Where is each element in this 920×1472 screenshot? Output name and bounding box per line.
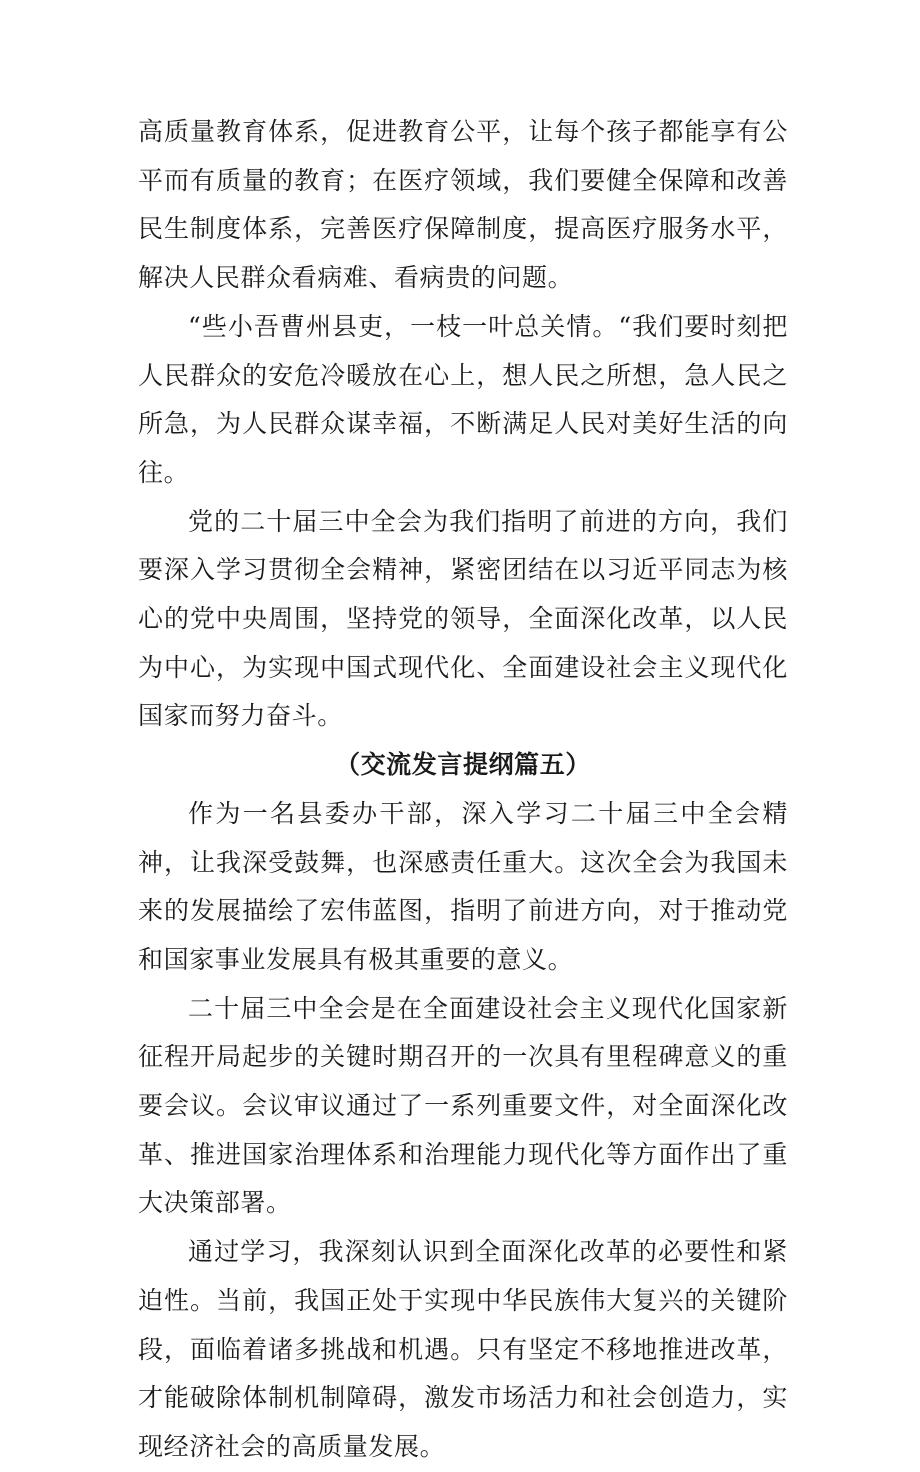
paragraph-3: 党的二十届三中全会为我们指明了前进的方向，我们要深入学习贯彻全会精神，紧密团结在以习近平同志为核心的党中央周围，坚持党的领导，全面深化改革，以人民为中心，为实现中国式现代化、全面建设社会主义现代化国家而努力奋斗。 bbox=[138, 506, 788, 731]
paragraph-1: 高质量教育体系，促进教育公平，让每个孩子都能享有公平而有质量的教育；在医疗领域，我们要健全保障和改善民生制度体系，完善医疗保障制度，提高医疗服务水平，解决人民群众看病难、看病贵的问题。 bbox=[138, 117, 788, 293]
section-heading: （交流发言提纲篇五） bbox=[334, 750, 591, 780]
paragraph-2: “些小吾曹州县吏，一枝一叶总关情。“我们要时刻把人民群众的安危冷暖放在心上，想人民之所想，急人民之所急，为人民群众谋幸福，不断满足人民对美好生活的向往。 bbox=[138, 311, 788, 487]
paragraph-6: 通过学习，我深刻认识到全面深化改革的必要性和紧迫性。当前，我国正处于实现中华民族伟大复兴的关键阶段，面临着诸多挑战和机遇。只有坚定不移地推进改革，才能破除体制机制障碍，激发市场活力和社会创造力，实现经济社会的高质量发展。 bbox=[138, 1237, 788, 1461]
paragraph-4: 作为一名县委办干部，深入学习二十届三中全会精神，让我深受鼓舞，也深感责任重大。这次全会为我国未来的发展描绘了宏伟蓝图，指明了前进方向，对于推动党和国家事业发展具有极其重要的意义。 bbox=[138, 798, 788, 974]
paragraph-5: 二十届三中全会是在全面建设社会主义现代化国家新征程开局起步的关键时期召开的一次具有里程碑意义的重要会议。会议审议通过了一系列重要文件，对全面深化改革、推进国家治理体系和治理能力现代化等方面作出了重大决策部署。 bbox=[138, 993, 788, 1218]
document-body bbox=[138, 108, 788, 1472]
